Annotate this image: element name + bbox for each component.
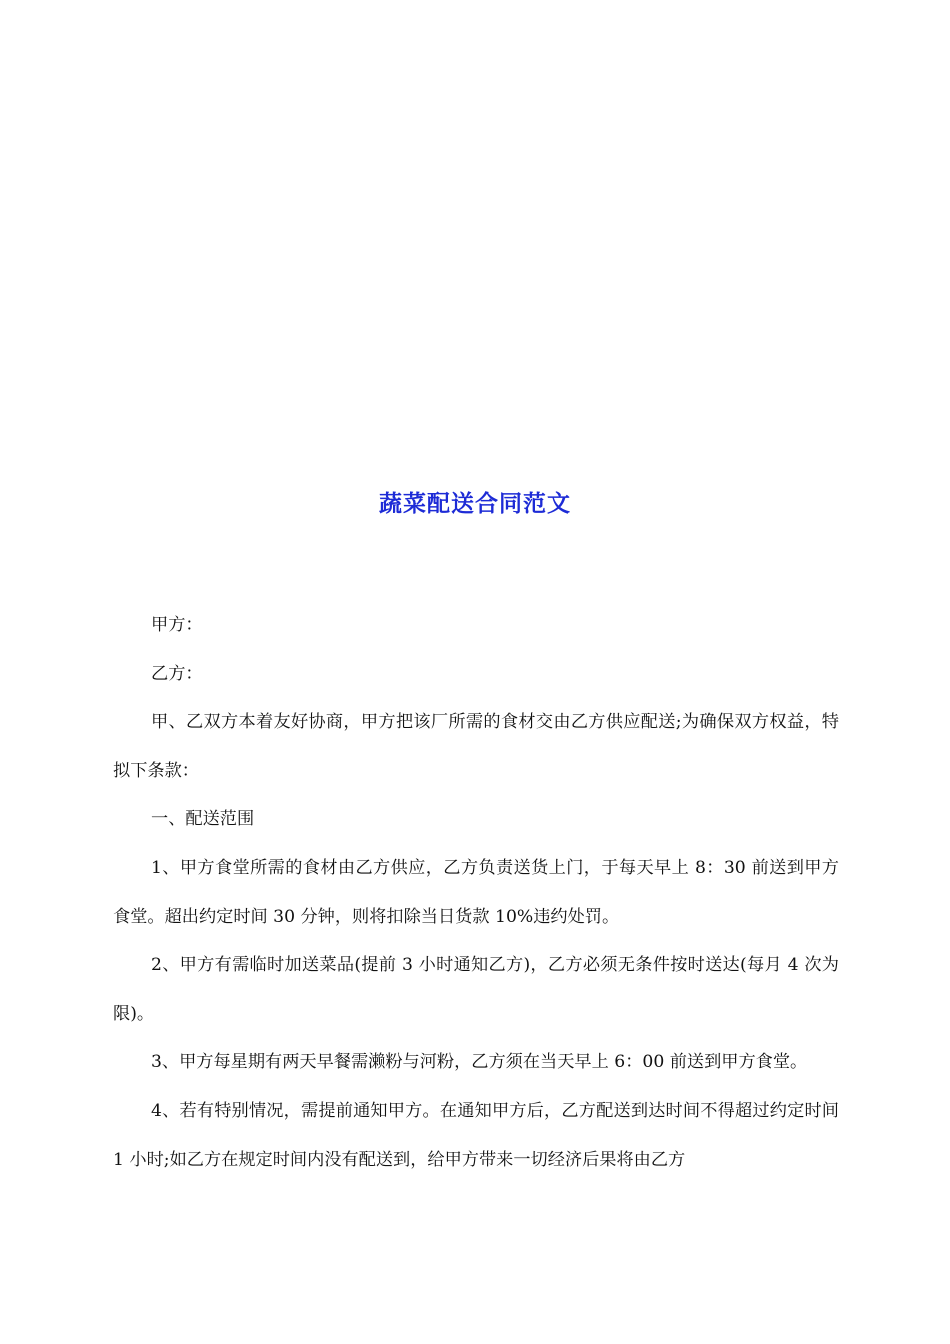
document-body [113,601,839,1184]
document-title: 蔬菜配送合同范文 [379,491,571,517]
party-b-line: 乙方： [151,663,203,684]
clause-3: 3、甲方每星期有两天早餐需濑粉与河粉，乙方须在当天早上 6：00 前送到甲方食堂。 [151,1052,808,1073]
clause-2: 2、甲方有需临时加送菜品(提前 3 小时通知乙方)，乙方必须无条件按时送达(每月 4 次为限)。 [113,955,839,1024]
clause-4: 4、若有特别情况，需提前通知甲方。在通知甲方后，乙方配送到达时间不得超过约定时间 1 小时;如乙方在规定时间内没有配送到，给甲方带来一切经济后果将由乙方 [113,1100,839,1170]
section-heading-delivery-scope: 一、配送范围 [151,809,255,830]
preamble-paragraph: 甲、乙双方本着友好协商，甲方把该厂所需的食材交由乙方供应配送;为确保双方权益，特拟下条款： [113,712,839,781]
party-a-line: 甲方： [151,615,203,635]
clause-1: 1、甲方食堂所需的食材由乙方供应，乙方负责送货上门，于每天早上 8：30 前送到甲方食堂。超出约定时间 30 分钟，则将扣除当日货款 10%违约处罚。 [113,857,839,927]
